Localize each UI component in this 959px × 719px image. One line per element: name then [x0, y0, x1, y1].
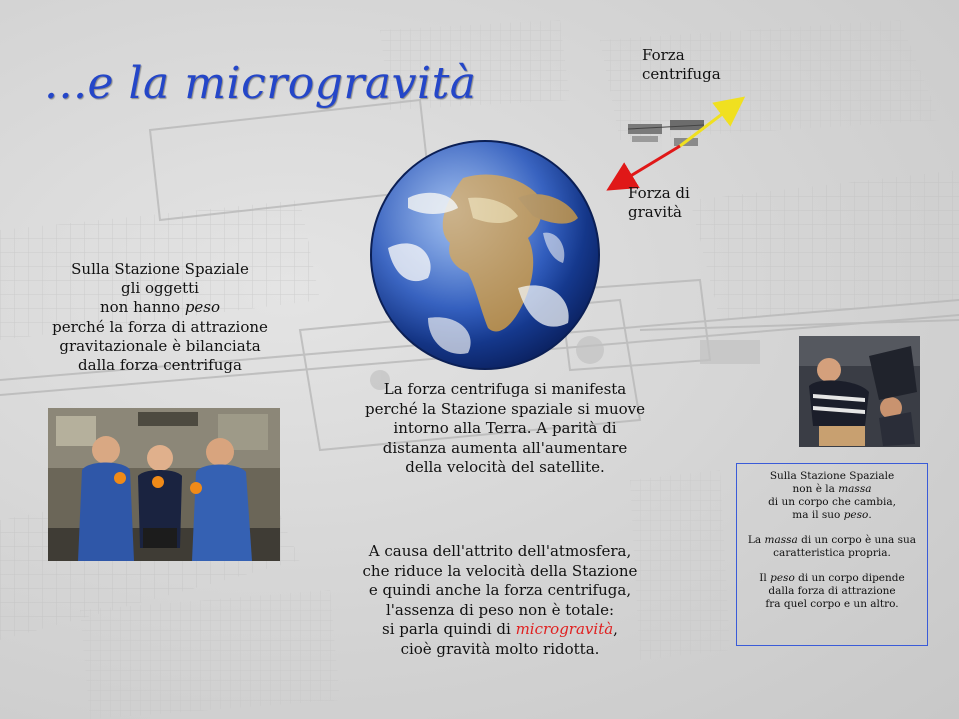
earth-image [368, 138, 602, 372]
centrifugal-force-label: Forza centrifuga [642, 46, 721, 83]
slide-title: ...e la microgravità [44, 58, 477, 109]
weightlessness-explanation: Sulla Stazione Spaziale gli oggetti non hanno peso perché la forza di attrazione gravitazionale è bilanciata dalla forza centrifuga [52, 260, 268, 375]
mass-vs-weight-box: Sulla Stazione Spaziale non è la massa di un corpo che cambia, ma il suo peso. La massa di un corpo è una sua caratteristica propria. Il peso di un corpo dipende dalla forza di attrazione fra quel corpo e un altro. [736, 463, 928, 646]
microgravity-explanation: A causa dell'attrito dell'atmosfera, che riduce la velocità della Stazione e quindi anche la forza centrifuga, l'assenza di peso non è totale: si parla quindi di microgravità, cioè gravità molto ridotta. [362, 542, 638, 658]
gravity-force-arrow [614, 146, 680, 186]
gravity-force-label: Forza di gravità [628, 184, 690, 221]
microgravity-term: microgravità [515, 620, 614, 638]
centrifugal-force-explanation: La forza centrifuga si manifesta perché la Stazione spaziale si muove intorno alla Terra. A parità di distanza aumenta all'aumentare della velocità del satellite. [364, 380, 645, 476]
floating-astronaut-photo [799, 336, 920, 447]
crew-photo [48, 408, 280, 561]
centrifugal-force-arrow [680, 102, 738, 146]
